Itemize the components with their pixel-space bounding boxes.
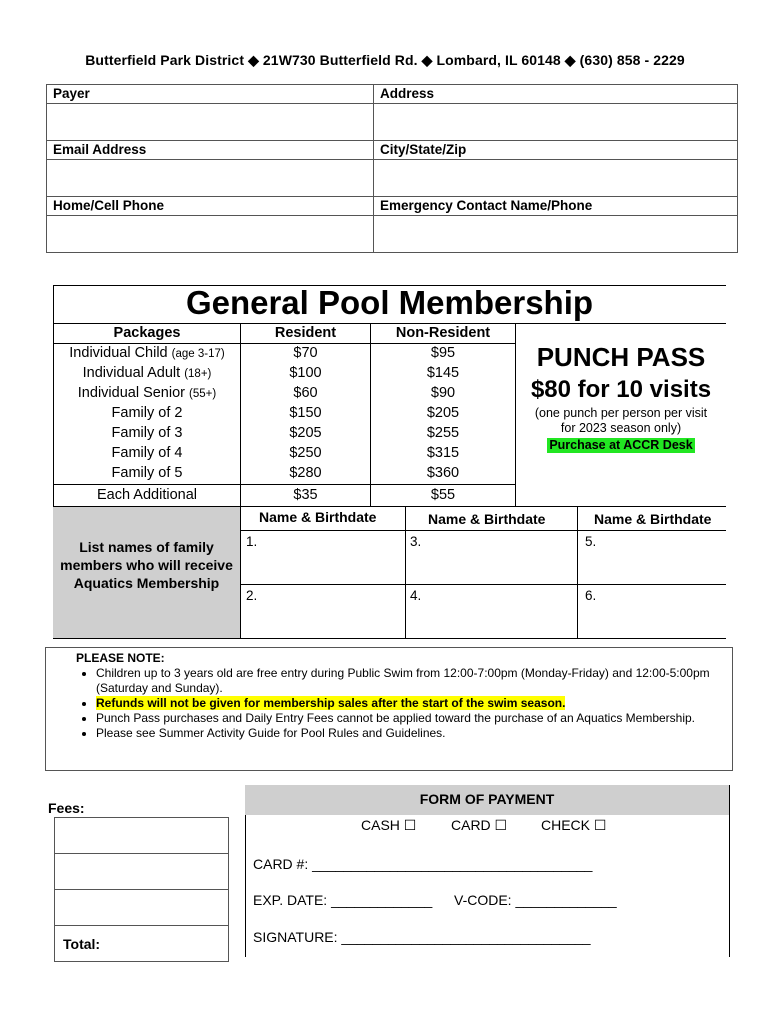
name-birthdate-header-1: Name & Birthdate (259, 509, 377, 525)
refund-warning: Refunds will not be given for membership sales after the start of the swim season. (96, 696, 566, 710)
form-of-payment-header: FORM OF PAYMENT (245, 785, 729, 815)
frame-bottom (53, 638, 726, 639)
slot-number: 4. (410, 588, 422, 603)
resident-price: $205 (289, 425, 322, 441)
address-field[interactable] (374, 104, 738, 141)
names-divider-1 (405, 506, 406, 638)
phone-field[interactable] (47, 216, 374, 253)
family-slot-5[interactable] (585, 534, 723, 582)
package-label: Family of 3 (111, 425, 183, 441)
family-slot-6[interactable] (585, 588, 723, 636)
please-note-title: PLEASE NOTE: (76, 651, 165, 665)
punch-pass-box (516, 340, 726, 454)
emergency-field[interactable] (374, 216, 738, 253)
resident-price: $250 (289, 445, 322, 461)
package-name (54, 343, 240, 364)
package-label: Individual Adult (82, 365, 181, 381)
fees-box (54, 817, 229, 962)
payer-label: Payer (47, 85, 374, 104)
package-label: Each Additional (97, 487, 197, 503)
nonresident-price: $95 (430, 345, 456, 361)
slot-number: 3. (410, 534, 422, 549)
resident-price: $60 (293, 385, 318, 401)
slot-number: 5. (585, 534, 597, 549)
fee-total-row[interactable] (55, 926, 228, 961)
names-header-line (240, 530, 726, 531)
nonresident-price: $205 (426, 405, 460, 421)
punch-pass-price: $80 for 10 visits (530, 376, 712, 403)
payer-field[interactable] (47, 104, 374, 141)
nonresident-header: Non-Resident (395, 325, 491, 341)
family-slot-3[interactable] (410, 534, 574, 582)
note-item: • Punch Pass purchases and Daily Entry Fees cannot be applied toward the purchase of an Aquatics Membership. (96, 711, 716, 726)
package-label: Individual Senior (77, 385, 185, 401)
resident-price: $35 (293, 487, 318, 503)
fees-label: Fees: (48, 800, 85, 816)
exp-date-field[interactable]: EXP. DATE: _____________ (253, 892, 433, 908)
card-number-field[interactable]: CARD #: ____________________________________ (253, 856, 593, 872)
package-note: (18+) (184, 368, 212, 380)
package-label: Family of 4 (111, 445, 183, 461)
package-name (54, 403, 240, 423)
city-field[interactable] (374, 160, 738, 197)
notes-list (56, 666, 716, 741)
resident-price: $70 (293, 345, 318, 361)
contact-table (46, 84, 738, 253)
package-name (54, 443, 240, 463)
phone-label: Home/Cell Phone (47, 197, 374, 216)
package-note: (55+) (189, 388, 217, 400)
family-slot-2[interactable] (246, 588, 402, 636)
family-slot-4[interactable] (410, 588, 574, 636)
nonresident-price: $315 (426, 445, 460, 461)
package-label: Family of 2 (111, 405, 183, 421)
package-name (54, 423, 240, 443)
nonresident-price: $55 (430, 487, 456, 503)
cash-checkbox[interactable]: CASH ☐ (361, 817, 417, 833)
city-label: City/State/Zip (374, 141, 738, 160)
card-checkbox[interactable]: CARD ☐ (451, 817, 508, 833)
package-name (54, 463, 240, 483)
name-birthdate-header-3: Name & Birthdate (594, 511, 712, 527)
signature-field[interactable]: SIGNATURE: ________________________________ (253, 929, 591, 945)
package-label: Family of 5 (111, 465, 183, 481)
resident-price: $100 (289, 365, 322, 381)
nonresident-price: $360 (426, 465, 460, 481)
punch-pass-desc-2: for 2023 season only) (560, 421, 682, 435)
resident-header: Resident (274, 325, 337, 341)
slot-number: 6. (585, 588, 597, 603)
slot-number: 2. (246, 588, 258, 603)
fee-line-3[interactable] (55, 890, 228, 926)
nonresident-price: $90 (430, 385, 456, 401)
vcode-field[interactable]: V-CODE: _____________ (454, 892, 617, 908)
address-label: Address (374, 85, 738, 104)
note-item: • Children up to 3 years old are free entry during Public Swim from 12:00-7:00pm (Monday-Friday) and 12:00-5:00pm (Saturday and Sunday). (96, 666, 716, 696)
fee-line-2[interactable] (55, 854, 228, 890)
package-name (54, 485, 240, 505)
email-label: Email Address (47, 141, 374, 160)
nonresident-price: $145 (426, 365, 460, 381)
punch-pass-title: PUNCH PASS (536, 342, 706, 372)
fee-line-1[interactable] (55, 818, 228, 854)
slot-number: 1. (246, 534, 258, 549)
nonresident-price: $255 (426, 425, 460, 441)
family-label: List names of family members who will receive Aquatics Membership (60, 539, 233, 591)
package-label: Individual Child (69, 345, 168, 361)
package-name (54, 383, 240, 404)
names-mid-line (240, 584, 726, 585)
packages-header: Packages (113, 325, 181, 341)
membership-title: General Pool Membership (185, 284, 594, 321)
punch-pass-desc-1: (one punch per person per visit (534, 406, 708, 420)
please-note-box (45, 647, 733, 771)
package-note: (age 3-17) (171, 348, 225, 360)
check-checkbox[interactable]: CHECK ☐ (541, 817, 607, 833)
family-slot-1[interactable] (246, 534, 402, 582)
emergency-label: Emergency Contact Name/Phone (374, 197, 738, 216)
resident-price: $150 (289, 405, 322, 421)
email-field[interactable] (47, 160, 374, 197)
punch-pass-purchase: Purchase at ACCR Desk (549, 438, 693, 452)
package-name (54, 363, 240, 384)
total-label: Total: (63, 936, 101, 952)
note-item: • Please see Summer Activity Guide for Pool Rules and Guidelines. (96, 726, 716, 741)
payment-right-border (729, 785, 730, 957)
names-divider-2 (577, 506, 578, 638)
header-contact-line: Butterfield Park District ◆ 21W730 Butterfield Rd. ◆ Lombard, IL 60148 ◆ (630) 858 - 2229 (85, 52, 685, 68)
resident-price: $280 (289, 465, 322, 481)
name-birthdate-header-2: Name & Birthdate (428, 511, 546, 527)
note-item-highlighted (96, 696, 716, 711)
